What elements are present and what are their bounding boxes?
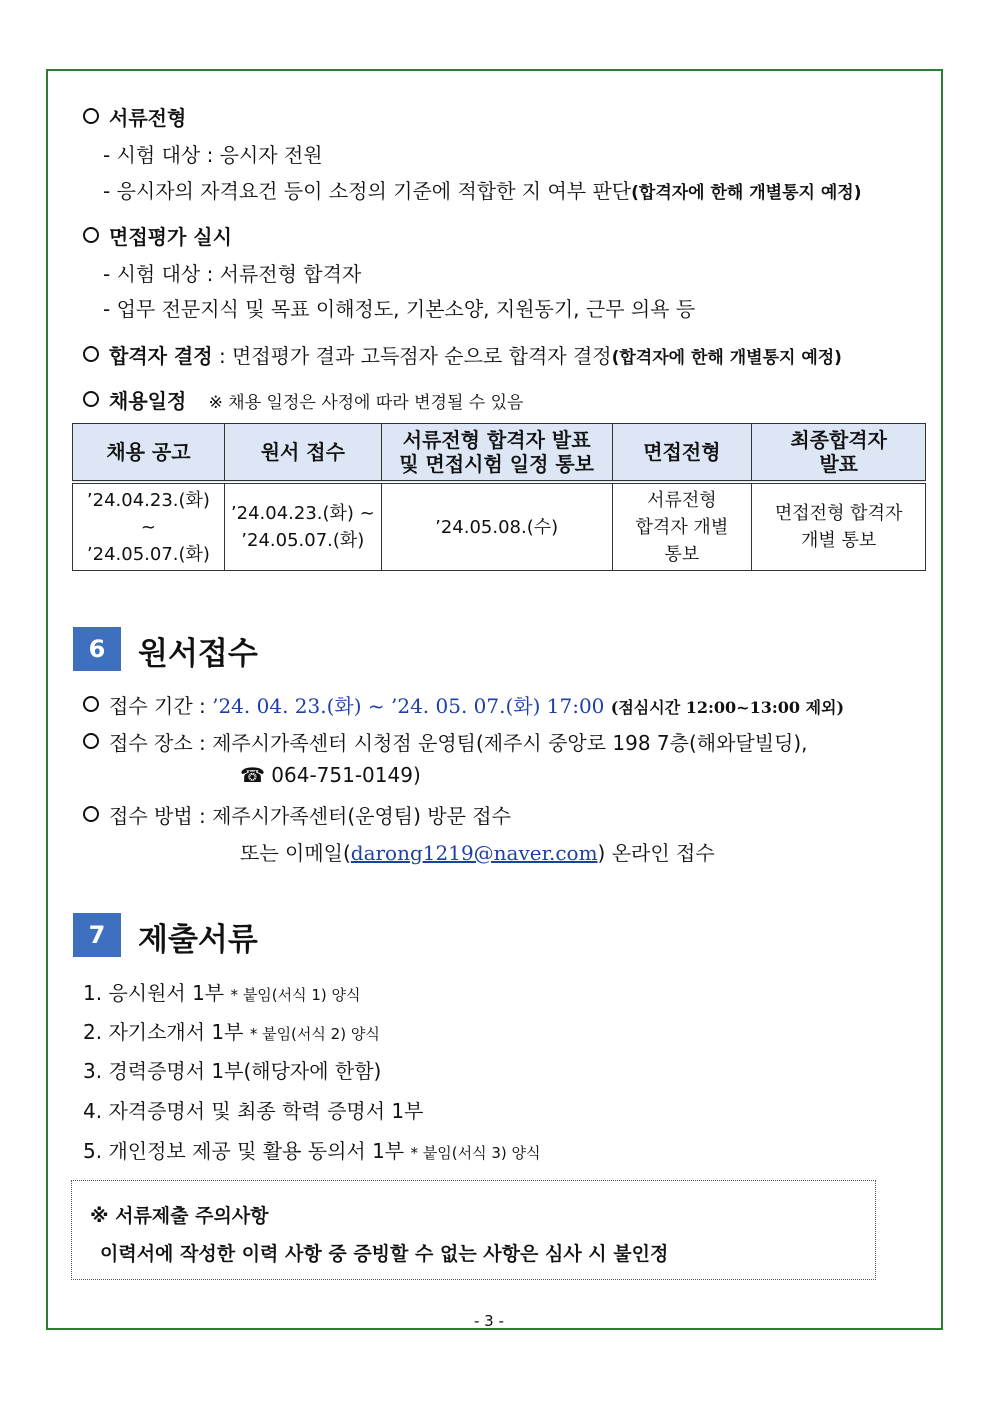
notice-box (71, 1180, 876, 1280)
table-header-row (73, 424, 926, 483)
apply-phone: ☎ 064-751-0149) (240, 763, 421, 787)
section-title: 제출서류 (138, 922, 258, 958)
doc-item: 2. 자기소개서 1부 * 붙임(서식 2) 양식 (83, 1020, 380, 1044)
table-cell: 면접전형 합격자 개별 통보 (752, 482, 926, 571)
schedule-table (72, 423, 926, 571)
notice-text: 이력서에 작성한 이력 사항 중 증빙할 수 없는 사항은 심사 시 불인정 (100, 1243, 669, 1265)
table-header: 채용 공고 (73, 424, 225, 483)
apply-method-line: 접수 방법 : 제주시가족센터(운영팀) 방문 접수 (83, 800, 511, 829)
screening-item-2: - 응시자의 자격요건 등이 소정의 기준에 적합한 지 여부 판단(합격자에 한해 개별통지 예정) (103, 179, 862, 203)
table-cell: 서류전형 합격자 개별 통보 (612, 482, 752, 571)
circle-bullet-icon (83, 391, 99, 407)
apply-email-line: 또는 이메일(darong1219@naver.com) 온라인 접수 (240, 841, 715, 865)
apply-place-line: 접수 장소 : 제주시가족센터 시청점 운영팀(제주시 중앙로 198 7층(해와달빌딩), (83, 727, 808, 756)
table-header: 면접전형 (612, 424, 752, 483)
interview-heading: 면접평가 실시 (83, 221, 232, 250)
table-row (73, 482, 926, 571)
page-number: - 3 - (474, 1312, 504, 1330)
screening-item-1: - 시험 대상 : 응시자 전원 (103, 143, 323, 167)
apply-period-line: 접수 기간 : ’24. 04. 23.(화) ~ ’24. 05. 07.(화) 17:00 (점심시간 12:00~13:00 제외) (83, 690, 844, 719)
doc-item: 3. 경력증명서 1부(해당자에 한함) (83, 1059, 382, 1083)
circle-bullet-icon (83, 227, 99, 243)
circle-bullet-icon (83, 806, 99, 822)
doc-item: 4. 자격증명서 및 최종 학력 증명서 1부 (83, 1099, 424, 1123)
table-header: 최종합격자 발표 (752, 424, 926, 483)
section-number: 6 (73, 627, 121, 671)
email-link[interactable]: darong1219@naver.com (350, 841, 598, 865)
table-cell: ’24.04.23.(화) ~ ’24.05.07.(화) (73, 482, 225, 571)
doc-item: 1. 응시원서 1부 * 붙임(서식 1) 양식 (83, 981, 361, 1005)
notice-title: ※ 서류제출 주의사항 (90, 1205, 269, 1227)
table-cell: ’24.04.23.(화) ~ ’24.05.07.(화) (224, 482, 381, 571)
table-cell: ’24.05.08.(수) (381, 482, 612, 571)
interview-item-1: - 시험 대상 : 서류전형 합격자 (103, 262, 362, 286)
schedule-heading: 채용일정 ※ 채용 일정은 사정에 따라 변경될 수 있음 (83, 385, 523, 414)
doc-item: 5. 개인정보 제공 및 활용 동의서 1부 * 붙임(서식 3) 양식 (83, 1139, 541, 1163)
decision-line: 합격자 결정 : 면접평가 결과 고득점자 순으로 합격자 결정(합격자에 한해 개별통지 예정) (83, 340, 842, 369)
table-header: 원서 접수 (224, 424, 381, 483)
screening-heading: 서류전형 (83, 102, 186, 131)
table-header: 서류전형 합격자 발표 및 면접시험 일정 통보 (381, 424, 612, 483)
circle-bullet-icon (83, 108, 99, 124)
circle-bullet-icon (83, 733, 99, 749)
interview-item-2: - 업무 전문지식 및 목표 이해정도, 기본소양, 지원동기, 근무 의욕 등 (103, 297, 696, 321)
section-title: 원서접수 (138, 636, 258, 672)
circle-bullet-icon (83, 346, 99, 362)
section-number: 7 (73, 913, 121, 957)
circle-bullet-icon (83, 696, 99, 712)
